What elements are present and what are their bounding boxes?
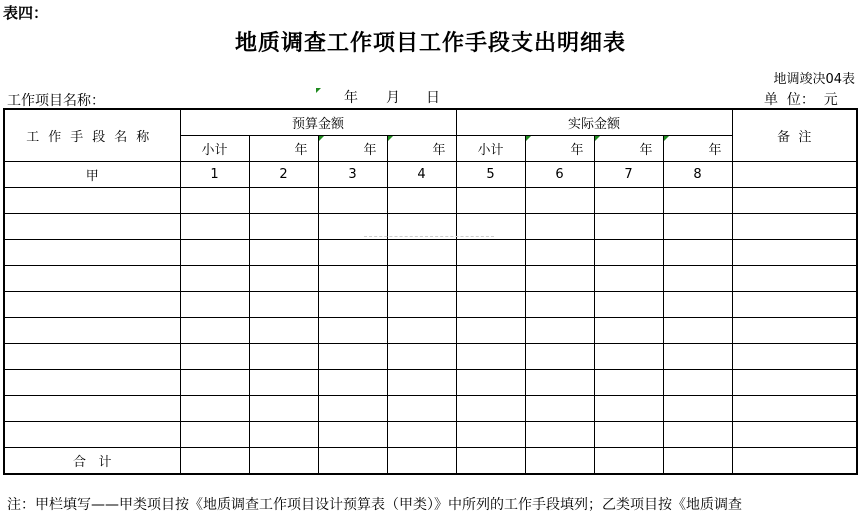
- table-cell[interactable]: [594, 188, 663, 214]
- index-cell: 6: [525, 162, 594, 188]
- cell-comment-marker: [595, 136, 600, 141]
- total-cell[interactable]: [594, 448, 663, 475]
- table-cell[interactable]: [456, 292, 525, 318]
- table-cell[interactable]: [732, 292, 857, 318]
- table-row: [4, 240, 857, 266]
- table-cell[interactable]: [456, 318, 525, 344]
- table-cell[interactable]: [4, 266, 180, 292]
- table-cell[interactable]: [732, 266, 857, 292]
- table-cell[interactable]: [663, 266, 732, 292]
- unit-label: 单 位： 元: [764, 92, 838, 108]
- table-cell[interactable]: [387, 422, 456, 448]
- table-cell[interactable]: [387, 292, 456, 318]
- table-cell[interactable]: [732, 214, 857, 240]
- render-artifact: [364, 236, 494, 241]
- table-cell[interactable]: [180, 318, 249, 344]
- table-cell[interactable]: [249, 344, 318, 370]
- table-cell[interactable]: [456, 266, 525, 292]
- total-cell[interactable]: [249, 448, 318, 475]
- table-cell[interactable]: [663, 422, 732, 448]
- header-actual-year-1: [525, 136, 594, 162]
- table-cell[interactable]: [387, 266, 456, 292]
- form-code: 地调竣决04表: [773, 72, 855, 87]
- header-year-label: 年: [363, 143, 377, 158]
- total-cell[interactable]: [180, 448, 249, 475]
- index-cell: 7: [594, 162, 663, 188]
- table-cell[interactable]: [318, 396, 387, 422]
- table-cell[interactable]: [732, 318, 857, 344]
- table-cell[interactable]: [594, 422, 663, 448]
- header-year-label: 年: [294, 143, 308, 158]
- table-cell[interactable]: [4, 396, 180, 422]
- project-name-label: 工作项目名称：: [7, 93, 105, 109]
- table-cell[interactable]: [594, 318, 663, 344]
- index-cell: 2: [249, 162, 318, 188]
- table-cell[interactable]: [4, 292, 180, 318]
- table-cell[interactable]: [525, 318, 594, 344]
- table-cell[interactable]: [4, 422, 180, 448]
- table-cell[interactable]: [180, 396, 249, 422]
- table-row: [4, 370, 857, 396]
- header-budget-year-2: [318, 136, 387, 162]
- index-cell: [732, 162, 857, 188]
- table-cell[interactable]: [318, 344, 387, 370]
- table-cell[interactable]: [594, 292, 663, 318]
- table-cell[interactable]: [456, 370, 525, 396]
- table-cell[interactable]: [594, 396, 663, 422]
- table-cell[interactable]: [663, 396, 732, 422]
- table-cell[interactable]: [663, 240, 732, 266]
- table-cell[interactable]: [318, 240, 387, 266]
- page-title: 地质调查工作项目工作手段支出明细表: [234, 30, 626, 56]
- table-cell[interactable]: [525, 188, 594, 214]
- table-cell[interactable]: [249, 422, 318, 448]
- table-cell[interactable]: [249, 292, 318, 318]
- table-cell[interactable]: [594, 240, 663, 266]
- table-cell[interactable]: [594, 344, 663, 370]
- table-cell[interactable]: [525, 214, 594, 240]
- total-cell[interactable]: [525, 448, 594, 475]
- table-row: [4, 318, 857, 344]
- table-cell[interactable]: [249, 188, 318, 214]
- table-cell[interactable]: [594, 266, 663, 292]
- header-year-label: 年: [639, 143, 653, 158]
- index-cell: 甲: [4, 162, 180, 188]
- table-cell[interactable]: [4, 370, 180, 396]
- table-cell[interactable]: [732, 370, 857, 396]
- table-cell[interactable]: [456, 344, 525, 370]
- header-remarks: 备 注: [732, 109, 857, 162]
- total-cell[interactable]: [318, 448, 387, 475]
- date-day: 日: [426, 90, 440, 106]
- header-actual-amount: 实际金额: [456, 109, 732, 136]
- total-label: 合 计: [4, 448, 180, 475]
- table-cell[interactable]: [387, 344, 456, 370]
- header-budget-subtotal: 小计: [180, 136, 249, 162]
- table-cell[interactable]: [318, 422, 387, 448]
- header-actual-year-3: [663, 136, 732, 162]
- table-cell[interactable]: [525, 422, 594, 448]
- table-cell[interactable]: [180, 292, 249, 318]
- table-cell[interactable]: [318, 318, 387, 344]
- total-row: [4, 448, 857, 475]
- table-cell[interactable]: [180, 344, 249, 370]
- table-cell[interactable]: [525, 240, 594, 266]
- cell-comment-marker: [319, 136, 324, 141]
- table-cell[interactable]: [732, 422, 857, 448]
- date-year: 年: [344, 90, 358, 106]
- table-cell[interactable]: [387, 318, 456, 344]
- table-cell[interactable]: [456, 396, 525, 422]
- table-cell[interactable]: [249, 214, 318, 240]
- table-cell[interactable]: [525, 344, 594, 370]
- table-row: [4, 344, 857, 370]
- table-cell[interactable]: [180, 266, 249, 292]
- table-number-label: 表四：: [3, 4, 49, 22]
- table-cell[interactable]: [732, 188, 857, 214]
- table-cell[interactable]: [180, 214, 249, 240]
- header-method-name: 工作手段名称: [4, 109, 180, 162]
- index-cell: 5: [456, 162, 525, 188]
- table-cell[interactable]: [663, 292, 732, 318]
- table-cell[interactable]: [663, 318, 732, 344]
- table-cell[interactable]: [456, 422, 525, 448]
- index-cell: 8: [663, 162, 732, 188]
- table-row: [4, 266, 857, 292]
- header-actual-year-2: [594, 136, 663, 162]
- table-cell[interactable]: [249, 370, 318, 396]
- table-row: [4, 188, 857, 214]
- header-year-label: 年: [570, 143, 584, 158]
- header-budget-year-1: [249, 136, 318, 162]
- table-cell[interactable]: [663, 188, 732, 214]
- table-cell[interactable]: [732, 396, 857, 422]
- cell-comment-marker: [388, 136, 393, 141]
- table-cell[interactable]: [594, 214, 663, 240]
- expense-detail-table: [3, 108, 858, 475]
- index-cell: 1: [180, 162, 249, 188]
- date-line: [344, 87, 440, 107]
- table-cell[interactable]: [318, 292, 387, 318]
- table-cell[interactable]: [180, 370, 249, 396]
- table-cell[interactable]: [4, 240, 180, 266]
- table-cell[interactable]: [456, 240, 525, 266]
- table-cell[interactable]: [318, 188, 387, 214]
- cell-comment-marker: [664, 136, 669, 141]
- table-cell[interactable]: [318, 266, 387, 292]
- table-cell[interactable]: [525, 370, 594, 396]
- table-cell[interactable]: [249, 240, 318, 266]
- table-cell[interactable]: [4, 214, 180, 240]
- table-cell[interactable]: [180, 240, 249, 266]
- total-cell[interactable]: [387, 448, 456, 475]
- header-actual-subtotal: 小计: [456, 136, 525, 162]
- blank-rows: [4, 188, 857, 448]
- table-cell[interactable]: [4, 188, 180, 214]
- header-year-label: 年: [432, 143, 446, 158]
- table-cell[interactable]: [4, 344, 180, 370]
- table-cell[interactable]: [387, 396, 456, 422]
- index-cell: 4: [387, 162, 456, 188]
- index-cell: 3: [318, 162, 387, 188]
- table-cell[interactable]: [318, 370, 387, 396]
- table-cell[interactable]: [249, 266, 318, 292]
- table-cell[interactable]: [456, 188, 525, 214]
- table-cell[interactable]: [249, 318, 318, 344]
- total-cell[interactable]: [663, 448, 732, 475]
- table-cell[interactable]: [4, 318, 180, 344]
- index-row: [4, 162, 857, 188]
- total-cell[interactable]: [732, 448, 857, 475]
- table-row: [4, 292, 857, 318]
- table-cell[interactable]: [594, 370, 663, 396]
- footnote: 注：甲栏填写——甲类项目按《地质调查工作项目设计预算表（甲类）》中所列的工作手段填列；乙类项目按《地质调查: [7, 497, 742, 513]
- cell-comment-marker: [316, 88, 321, 93]
- table-row: [4, 422, 857, 448]
- table-cell[interactable]: [249, 396, 318, 422]
- table-cell[interactable]: [387, 370, 456, 396]
- table-cell[interactable]: [387, 240, 456, 266]
- table-cell[interactable]: [180, 188, 249, 214]
- table-cell[interactable]: [180, 422, 249, 448]
- table-cell[interactable]: [525, 396, 594, 422]
- table-cell[interactable]: [663, 370, 732, 396]
- table-cell[interactable]: [732, 344, 857, 370]
- header-budget-amount: 预算金额: [180, 109, 456, 136]
- total-cell[interactable]: [456, 448, 525, 475]
- table-cell[interactable]: [525, 292, 594, 318]
- table-cell[interactable]: [663, 344, 732, 370]
- table-cell[interactable]: [525, 266, 594, 292]
- table-row: [4, 396, 857, 422]
- table-cell[interactable]: [663, 214, 732, 240]
- table-cell[interactable]: [732, 240, 857, 266]
- cell-comment-marker: [526, 136, 531, 141]
- table-cell[interactable]: [387, 188, 456, 214]
- header-budget-year-3: [387, 136, 456, 162]
- date-month: 月: [386, 90, 400, 106]
- header-year-label: 年: [708, 143, 722, 158]
